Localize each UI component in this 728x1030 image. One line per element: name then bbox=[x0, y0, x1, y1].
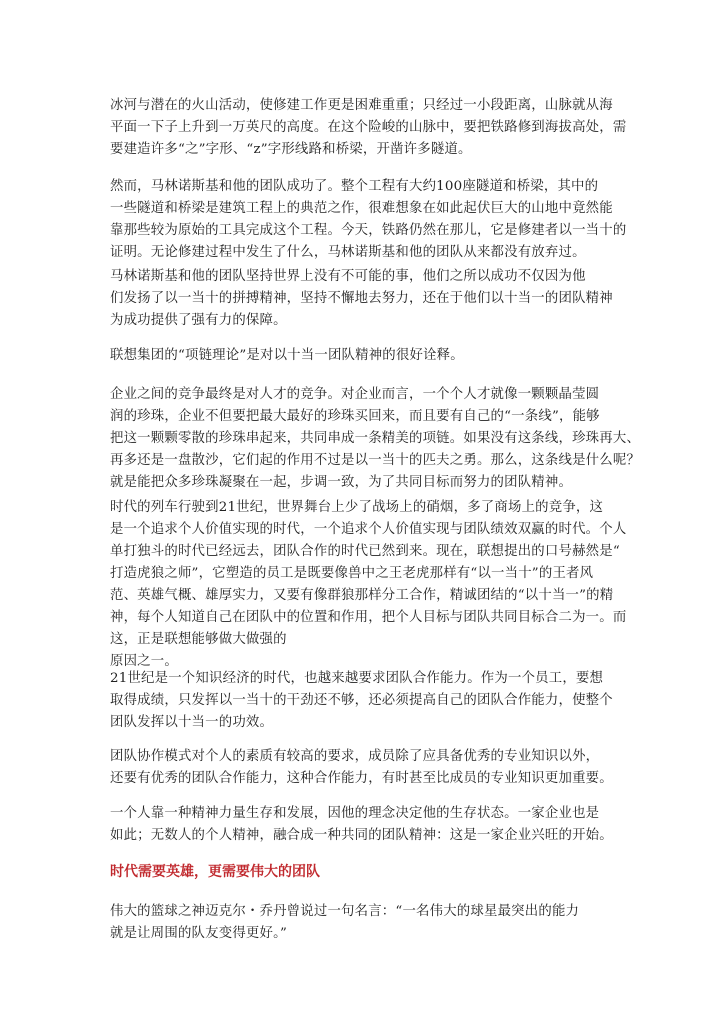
paragraph bbox=[110, 176, 630, 264]
text-line: 团队发挥以十当一的功效。 bbox=[110, 715, 274, 730]
text-line: 为成功提供了强有力的保障。 bbox=[110, 313, 287, 328]
text-line: 马林诺斯基和他的团队坚持世界上没有不可能的事，他们之所以成功不仅因为他 bbox=[110, 269, 586, 284]
paragraph bbox=[110, 803, 630, 847]
text-line: 们发扬了以一当十的拼搏精神，坚持不懈地去努力，还在于他们以十当一的团队精神 bbox=[110, 291, 613, 306]
text-line: 范、英雄气概、雄厚实力，又要有像群狼那样分工合作，精诚团结的“以十当一”的精 bbox=[110, 588, 614, 603]
text-line: 要建造许多“之”字形、“z”字形线路和桥梁，开凿许多隧道。 bbox=[110, 142, 472, 157]
text-line: 就是让周围的队友变得更好。” bbox=[110, 926, 288, 941]
text-line: 伟大的篮球之神迈克尔・乔丹曾说过一句名言：“一名伟大的球星最突出的能力 bbox=[110, 904, 580, 919]
text-line: 神，每个人知道自己在团队中的位置和作用，把个人目标与团队共同目标合二为一。而 bbox=[110, 610, 627, 625]
text-line: 是一个追求个人价值实现的时代，一个追求个人价值实现与团队绩效双赢的时代。个人 bbox=[110, 522, 627, 537]
text-line: 企业之间的竞争最终是对人才的竞争。对企业而言，一个个人才就像一颗颗晶莹圆 bbox=[110, 387, 600, 402]
paragraph bbox=[110, 345, 630, 367]
text-line: 时代的列车行驶到21世纪，世界舞台上少了战场上的硝烟，多了商场上的竞争，这 bbox=[110, 500, 604, 515]
text-line: 平面一下子上升到一万英尺的高度。在这个险峻的山脉中，要把铁路修到海拔高处，需 bbox=[110, 120, 627, 135]
paragraph bbox=[110, 95, 630, 161]
text-line: 原因之一。 bbox=[110, 654, 178, 669]
text-line: 如此；无数人的个人精神，融合成一种共同的团队精神：这是一家企业兴旺的开始。 bbox=[110, 828, 613, 843]
text-line: 联想集团的“项链理论”是对以十当一团队精神的很好诠释。 bbox=[110, 348, 464, 363]
paragraph bbox=[110, 668, 630, 734]
text-line: 冰河与潜在的火山活动，使修建工作更是困难重重；只经过一小段距离，山脉就从海 bbox=[110, 98, 613, 113]
paragraph bbox=[110, 746, 630, 790]
text-line: 润的珍珠，企业不但要把最大最好的珍珠买回来，而且要有自己的“一条线”，能够 bbox=[110, 409, 600, 424]
text-line: 证明。无论修建过程中发生了什么，马林诺斯基和他的团队从来都没有放弃过。 bbox=[110, 245, 586, 260]
text-line: 这，正是联想能够做大做强的 bbox=[110, 632, 287, 647]
text-line: 团队协作模式对个人的素质有较高的要求，成员除了应具备优秀的专业知识以外， bbox=[110, 749, 600, 764]
text-line: 打造虎狼之师”，它塑造的员工是既要像兽中之王老虎那样有“以一当十”的王者风 bbox=[110, 566, 594, 581]
text-line: 取得成绩，只发挥以一当十的干劲还不够，还必须提高自己的团队合作能力，使整个 bbox=[110, 693, 613, 708]
text-line: 一个人靠一种精神力量生存和发展，因他的理念决定他的生存状态。一家企业也是 bbox=[110, 806, 600, 821]
text-line: 还要有优秀的团队合作能力，这种合作能力，有时甚至比成员的专业知识更加重要。 bbox=[110, 771, 613, 786]
text-line: 就是能把众多珍珠凝聚在一起，步调一致，为了共同目标而努力的团队精神。 bbox=[110, 475, 573, 490]
paragraph bbox=[110, 497, 630, 673]
paragraph bbox=[110, 901, 630, 945]
text-line: 靠那些较为原始的工具完成这个工程。今天，铁路仍然在那儿，它是修建者以一当十的 bbox=[110, 223, 627, 238]
text-line: 再多还是一盘散沙，它们起的作用不过是以一当十的匹夫之勇。那么，这条线是什么呢？ bbox=[110, 453, 641, 468]
text-line: 单打独斗的时代已经远去，团队合作的时代已然到来。现在，联想提出的口号赫然是“ bbox=[110, 544, 620, 559]
section-heading: 时代需要英雄，更需要伟大的团队 bbox=[110, 864, 320, 880]
text-line: 然而，马林诺斯基和他的团队成功了。整个工程有大约100座隧道和桥梁，其中的 bbox=[110, 179, 599, 194]
paragraph bbox=[110, 384, 641, 494]
text-line: 把这一颗颗零散的珍珠串起来，共同串成一条精美的项链。如果没有这条线，珍珠再大、 bbox=[110, 431, 641, 446]
text-line: 一些隧道和桥梁是建筑工程上的典范之作，很难想象在如此起伏巨大的山地中竟然能 bbox=[110, 201, 613, 216]
text-line: 21世纪是一个知识经济的时代，也越来越要求团队合作能力。作为一个员工，要想 bbox=[110, 671, 604, 686]
paragraph bbox=[110, 266, 630, 332]
